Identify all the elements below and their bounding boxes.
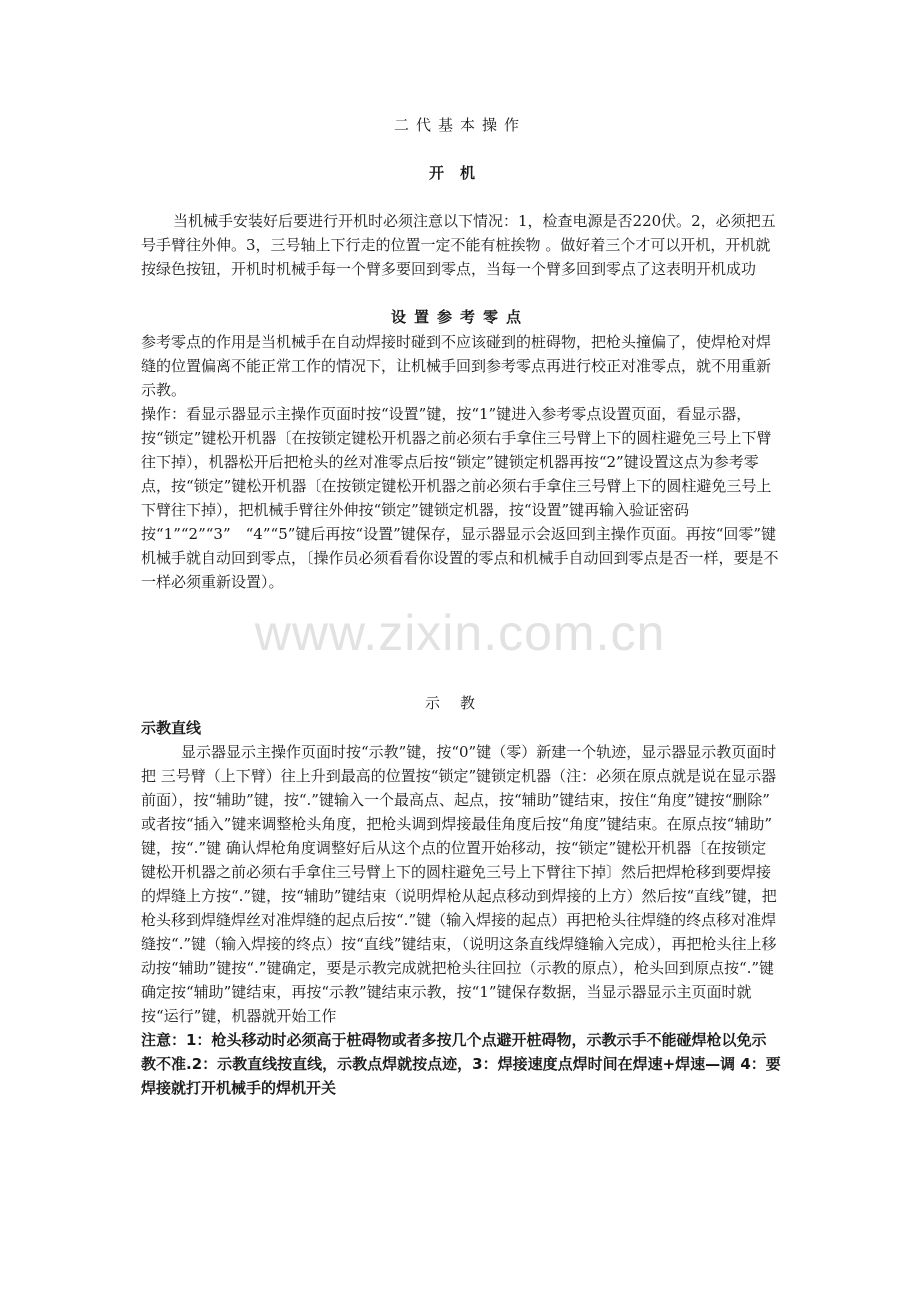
document-title: 二代基本操作 (393, 116, 526, 134)
teaching-note: 注意：1：枪头移动时必须高于桩碍物或者多按几个点避开桩碍物，示教示手不能碰焊枪以免示教不准.2：示教直线按直线，示教点焊就按点迹，3：焊接速度点焊时间在焊速+焊速—调 4：要焊接就打开机械手的焊机开关 (141, 1031, 781, 1097)
section-heading-reference-zero: 设置参考零点 (390, 308, 529, 326)
subheading-teach-line: 示教直线 (141, 719, 202, 737)
section-heading-power-on: 开机 (428, 164, 491, 182)
watermark: www.zixin.com.cn (254, 605, 666, 661)
power-on-paragraph: 当机械手安装好后要进行开机时必须注意以下情况：1，检查电源是否220伏。2，必须把五号手臂往外伸。3，三号轴上下行走的位置一定不能有桩挨物 。做好着三个才可以开机，开机就按绿色按钮，开机时机械手每一个臂多要回到零点，当每一个臂多回到零点了这表明开机成功 (141, 212, 776, 278)
reference-zero-purpose-paragraph: 参考零点的作用是当机械手在自动焊接时碰到不应该碰到的桩碍物，把枪头撞偏了，使焊枪对焊缝的位置偏离不能正常工作的情况下，让机械手回到参考零点再进行校正对准零点，就不用重新示教。 (141, 333, 772, 399)
reference-zero-operation-paragraph: 操作：看显示器显示主操作页面时按“设置”键，按“1”键进入参考零点设置页面，看显示器，按“锁定”键松开机器〔在按锁定键松开机器之前必须右手拿住三号臂上下的圆柱避免三号上下臂往下掉），机器松开后把枪头的丝对准零点后按“锁定”键锁定机器再按“2”键设置这点为参考零点，按“锁定”键松开机器〔在按锁定键松开机器之前必须右手拿住三号臂上下的圆柱避免三号上下臂往下掉），把机械手臂往外伸按“锁定”键锁定机器，按“设置”键再输入验证密码按“1”“2”“3” “4”“5”键后再按“设置”键保存，显示器显示会返回到主操作页面。再按“回零”键机械手就自动回到零点，〔操作员必须看看你设置的零点和机械手自动回到零点是否一样，要是不一样必须重新设置）。 (141, 405, 779, 591)
teach-line-paragraph: 显示器显示主操作页面时按“示教”键，按“0”键（零）新建一个轨迹，显示器显示教页面时把 三号臂（上下臂）往上升到最高的位置按“锁定”键锁定机器（注：必须在原点就是说在显示器前面），按“辅助”键，按“.”键输入一个最高点、起点，按“辅助”键结束，按住“角度”键按“删除” 或者按“插入”键来调整枪头角度，把枪头调到焊接最佳角度后按“角度”键结束。在原点按“辅助” 键，按“.”键 确认焊枪角度调整好后从这个点的位置开始移动，按“锁定”键松开机器〔在按锁定键松开机器之前必须右手拿住三号臂上下的圆柱避免三号上下臂往下掉〕然后把焊枪移到要焊接的焊缝上方按“.”键，按“辅助”键结束（说明焊枪从起点移动到焊接的上方）然后按“直线”键，把枪头移到焊缝焊丝对准焊缝的起点后按“.”键（输入焊接的起点）再把枪头往焊缝的终点移对准焊缝按“.”键（输入焊接的终点）按“直线”键结束，（说明这条直线焊缝输入完成），再把枪头往上移动按“辅助”键按“.”键确定，要是示教完成就把枪头往回拉（示教的原点），枪头回到原点按“.”键确定按“辅助”键结束，再按“示教”键结束示教，按“1”键保存数据，当显示器显示主页面时就按“运行”键，机器就开始工作 (141, 743, 777, 1025)
section-heading-teaching: 示教 (424, 694, 495, 712)
